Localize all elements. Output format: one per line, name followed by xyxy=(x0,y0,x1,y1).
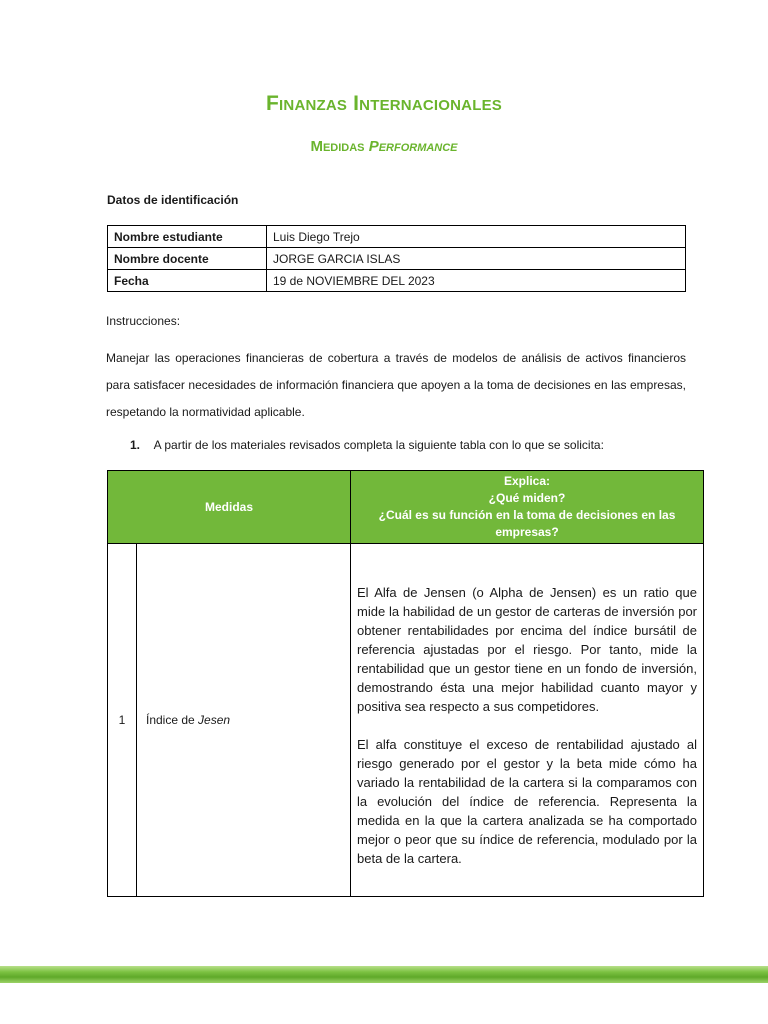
measure-explanation xyxy=(351,544,704,897)
measure-name-prefix: Índice de xyxy=(146,713,199,727)
header-line: ¿Qué miden? xyxy=(488,491,566,505)
table-row xyxy=(108,226,686,248)
date-value: 19 de NOVIEMBRE DEL 2023 xyxy=(267,270,686,292)
document-title: Finanzas Internacionales xyxy=(266,92,502,115)
measures-table xyxy=(107,470,704,897)
document-subtitle xyxy=(0,138,768,155)
table-row xyxy=(108,270,686,292)
student-value: Luis Diego Trejo xyxy=(267,226,686,248)
measure-name xyxy=(137,544,351,897)
subtitle-italic: Performance xyxy=(368,138,458,155)
measure-name-italic: Jesen xyxy=(198,713,231,727)
explanation-paragraph-2: El alfa constituye el exceso de rentabilidad ajustado al riesgo generado por el gestor y la beta mide cómo ha variado la rentabilidad de la cartera si la comparamos con la evolución del índice de referencia. Representa la medida en la que la cartera analizada se ha comportado mejor o peor que su índice de referencia, modulado por la beta de la cartera. xyxy=(357,736,697,866)
teacher-label: Nombre docente xyxy=(108,248,267,270)
question-number: 1. xyxy=(130,438,141,452)
header-line: ¿Cuál es su función en la toma de decisiones en las xyxy=(378,508,676,522)
footer-green-bar xyxy=(0,966,768,983)
instructions-text: Manejar las operaciones financieras de cobertura a través de modelos de análisis de activos financieros para satisfacer necesidades de información financiera que apoyen a la toma de decisiones en las empresas, respetando la normatividad aplicable. xyxy=(106,351,686,419)
row-number: 1 xyxy=(108,544,137,897)
student-label: Nombre estudiante xyxy=(108,226,267,248)
identification-label: Datos de identificación xyxy=(107,193,239,207)
instructions-label: Instrucciones: xyxy=(106,314,181,328)
identification-table xyxy=(107,225,686,292)
question-1 xyxy=(130,438,604,452)
header-measures: Medidas xyxy=(108,471,351,544)
header-explain xyxy=(351,471,704,544)
table-header-row xyxy=(108,471,704,544)
header-line: Explica: xyxy=(503,474,551,488)
header-line: empresas? xyxy=(495,525,559,539)
date-label: Fecha xyxy=(108,270,267,292)
subtitle-main: Medidas xyxy=(310,138,365,155)
table-row xyxy=(108,544,704,897)
question-text: A partir de los materiales revisados completa la siguiente tabla con lo que se solicita: xyxy=(153,438,604,452)
table-row xyxy=(108,248,686,270)
teacher-value: JORGE GARCIA ISLAS xyxy=(267,248,686,270)
explanation-paragraph-1: El Alfa de Jensen (o Alpha de Jensen) es un ratio que mide la habilidad de un gestor de carteras de inversión por obtener rentabilidades por encima del índice bursátil de referencia ajustadas por el riesgo. Por tanto, mide la rentabilidad que un gestor tiene en un fondo de inversión, demostrando ésta una mejor habilidad cuanto mayor y positiva sea respecto a sus competidores. xyxy=(357,584,697,714)
